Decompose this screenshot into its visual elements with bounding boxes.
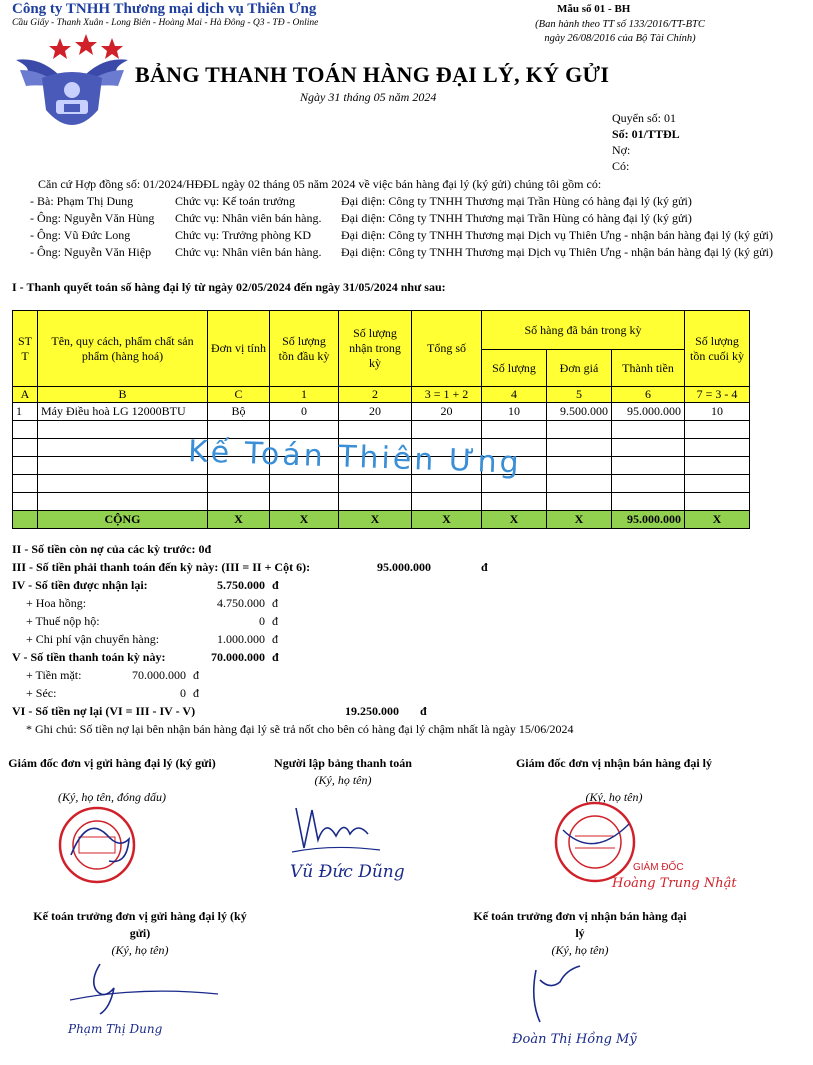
total-label: CỘNG — [38, 511, 208, 529]
commission-label: + Hoa hồng: — [26, 596, 87, 610]
signature-receiver-accountant-mark — [520, 960, 600, 1034]
section-5-value: 70.000.000 — [211, 650, 265, 664]
header-total: Tổng số — [412, 311, 482, 387]
issued-line-2: ngày 26/08/2016 của Bộ Tài Chính) — [544, 33, 696, 44]
party-rep: Đại diện: Công ty TNHH Thương mại Trần Hùng có hàng đại lý (ký gửi) — [341, 194, 692, 208]
total-cell: X — [412, 511, 482, 529]
stamp-director-label: GIÁM ĐỐC — [633, 862, 684, 873]
cash-label: + Tiền mặt: — [26, 668, 82, 682]
document-title: BẢNG THANH TOÁN HÀNG ĐẠI LÝ, KÝ GỬI — [135, 62, 610, 87]
empty-row — [13, 493, 750, 511]
row-closing-qty: 10 — [685, 403, 750, 421]
index-cell: 5 — [547, 387, 612, 403]
cash-value: 70.000.000 — [132, 668, 186, 682]
header-closing-qty: Số lượng tồn cuối kỳ — [685, 311, 750, 387]
section-5-unit: đ — [272, 650, 279, 664]
index-cell: 7 = 3 - 4 — [685, 387, 750, 403]
signature-sender-accountant-note: (Ký, họ tên) — [111, 943, 169, 957]
party-rep: Đại diện: Công ty TNHH Thương mại Trần Hùng có hàng đại lý (ký gửi) — [341, 211, 692, 225]
tax-value: 0 — [259, 614, 265, 628]
section-6-label: VI - Số tiền nợ lại (VI = III - IV - V) — [12, 704, 196, 718]
credit-label: Có: — [612, 159, 630, 173]
tax-label: + Thuế nộp hộ: — [26, 614, 100, 628]
total-amount: 95.000.000 — [612, 511, 685, 529]
preparer-name: Vũ Đức Dũng — [290, 862, 405, 882]
commission-unit: đ — [272, 596, 278, 610]
section-1-heading: I - Thanh quyết toán số hàng đại lý từ ngày 02/05/2024 đến ngày 31/05/2024 như sau: — [12, 280, 446, 294]
party-rep: Đại diện: Công ty TNHH Thương mại Dịch vụ Thiên Ưng - nhận bán hàng đại lý (ký gửi) — [341, 228, 773, 242]
section-5-label: V - Số tiền thanh toán kỳ này: — [12, 650, 166, 664]
form-number: Mẫu số 01 - BH — [557, 3, 631, 15]
contract-intro: Căn cứ Hợp đồng số: 01/2024/HĐĐL ngày 02 tháng 05 năm 2024 về việc bán hàng đại lý (ký gửi) chúng tôi gồm có: — [38, 177, 602, 191]
company-stamp-left — [57, 805, 137, 889]
row-stt: 1 — [13, 403, 38, 421]
index-cell: A — [13, 387, 38, 403]
company-stamp-right — [553, 800, 637, 888]
shipping-unit: đ — [272, 632, 278, 646]
row-sold-qty: 10 — [482, 403, 547, 421]
signature-receiver-director-title: Giám đốc đơn vị nhận bán hàng đại lý — [515, 756, 713, 770]
row-total: 20 — [412, 403, 482, 421]
header-sold-qty: Số lượng — [482, 350, 547, 387]
section-4-value: 5.750.000 — [217, 578, 265, 592]
total-cell: X — [685, 511, 750, 529]
header-unit: Đơn vị tính — [208, 311, 270, 387]
row-unit: Bộ — [208, 403, 270, 421]
party-role: Chức vụ: Nhân viên bán hàng. — [175, 211, 322, 225]
cheque-unit: đ — [193, 686, 199, 700]
index-cell: 3 = 1 + 2 — [412, 387, 482, 403]
sender-accountant-name: Phạm Thị Dung — [68, 1022, 163, 1036]
row-received-qty: 20 — [339, 403, 412, 421]
book-number: Quyển số: 01 — [612, 111, 676, 125]
shipping-label: + Chi phí vận chuyển hàng: — [26, 632, 160, 646]
header-sold: Số hàng đã bán trong kỳ — [482, 311, 685, 350]
header-received-qty: Số lượng nhận trong kỳ — [339, 311, 412, 387]
index-cell: 1 — [270, 387, 339, 403]
document-date: Ngày 31 tháng 05 năm 2024 — [300, 90, 437, 104]
index-cell: B — [38, 387, 208, 403]
signature-receiver-accountant-title: Kế toán trưởng đơn vị nhận bán hàng đại lý — [473, 909, 687, 940]
shipping-value: 1.000.000 — [217, 632, 265, 646]
watermark: Kế Toán Thiên Ưng — [187, 434, 523, 481]
header-product: Tên, quy cách, phẩm chất sản phẩm (hàng hoá) — [38, 311, 208, 387]
total-cell: X — [208, 511, 270, 529]
section-2: II - Số tiền còn nợ của các kỳ trước: 0đ — [12, 542, 212, 556]
signature-sender-accountant-title: Kế toán trưởng đơn vị gửi hàng đại lý (ký gửi) — [33, 909, 247, 940]
header-opening-qty: Số lượng tồn đầu kỳ — [270, 311, 339, 387]
section-4-label: IV - Số tiền được nhận lại: — [12, 578, 148, 592]
total-cell: X — [270, 511, 339, 529]
signature-preparer-mark — [292, 800, 382, 859]
row-amount: 95.000.000 — [612, 403, 685, 421]
signature-receiver-director-note: (Ký, họ tên) — [585, 790, 643, 804]
header-unit-price: Đơn giá — [547, 350, 612, 387]
receiver-accountant-name: Đoàn Thị Hồng Mỹ — [512, 1032, 637, 1047]
signature-receiver-accountant-note: (Ký, họ tên) — [551, 943, 609, 957]
table-row — [13, 403, 750, 421]
party-name: - Bà: Phạm Thị Dung — [30, 194, 134, 208]
party-rep: Đại diện: Công ty TNHH Thương mại Dịch vụ Thiên Ưng - nhận bán hàng đại lý (ký gửi) — [341, 245, 773, 259]
section-6-value: 19.250.000 — [345, 704, 399, 718]
signature-sender-accountant-mark — [70, 960, 220, 1024]
index-cell: 6 — [612, 387, 685, 403]
total-cell: X — [339, 511, 412, 529]
section-3-value: 95.000.000 — [377, 560, 431, 574]
cash-unit: đ — [193, 668, 199, 682]
total-cell: X — [547, 511, 612, 529]
footnote: * Ghi chú: Số tiền nợ lại bên nhận bán hàng đại lý sẽ trả nốt cho bên có hàng đại lý chậm nhất là ngày 15/06/2024 — [26, 722, 574, 736]
party-role: Chức vụ: Kế toán trưởng — [175, 194, 295, 208]
debit-label: Nợ: — [612, 143, 631, 157]
row-opening-qty: 0 — [270, 403, 339, 421]
total-row — [13, 511, 750, 529]
signature-sender-director-title: Giám đốc đơn vị gửi hàng đại lý (ký gửi) — [8, 756, 216, 770]
cheque-label: + Séc: — [26, 686, 57, 700]
empty-row — [13, 475, 750, 493]
signature-sender-director-note: (Ký, họ tên, đóng dấu) — [58, 790, 166, 804]
party-role: Chức vụ: Trưởng phòng KD — [175, 228, 312, 242]
company-logo — [12, 30, 132, 144]
section-3-unit: đ — [481, 560, 488, 574]
receiver-director-name: Hoàng Trung Nhật — [612, 876, 737, 891]
header-stt: ST T — [13, 311, 38, 387]
index-cell: 4 — [482, 387, 547, 403]
section-3-label: III - Số tiền phải thanh toán đến kỳ này: (III = II + Cột 6): — [12, 560, 311, 574]
party-name: - Ông: Nguyễn Văn Hiệp — [30, 245, 152, 259]
issued-line-1: (Ban hành theo TT số 133/2016/TT-BTC — [535, 19, 705, 30]
tax-unit: đ — [272, 614, 278, 628]
document-number: Số: 01/TTĐL — [612, 127, 680, 141]
signature-preparer-note: (Ký, họ tên) — [314, 773, 372, 787]
row-product: Máy Điều hoà LG 12000BTU — [38, 403, 208, 421]
company-address: Cầu Giấy - Thanh Xuân - Long Biên - Hoàng Mai - Hà Đông - Q3 - TĐ - Online — [12, 18, 319, 28]
issued-note — [520, 18, 720, 46]
row-unit-price: 9.500.000 — [547, 403, 612, 421]
party-name: - Ông: Nguyễn Văn Hùng — [30, 211, 155, 225]
settlement-table — [12, 310, 750, 529]
section-4-unit: đ — [272, 578, 279, 592]
signature-preparer-title: Người lập bảng thanh toán — [274, 756, 412, 770]
total-cell: X — [482, 511, 547, 529]
empty-row — [13, 421, 750, 439]
index-cell: 2 — [339, 387, 412, 403]
party-name: - Ông: Vũ Đức Long — [30, 228, 131, 242]
party-role: Chức vụ: Nhân viên bán hàng. — [175, 245, 322, 259]
company-name: Công ty TNHH Thương mại dịch vụ Thiên Ưng — [12, 1, 317, 17]
cheque-value: 0 — [180, 686, 186, 700]
commission-value: 4.750.000 — [217, 596, 265, 610]
section-6-unit: đ — [420, 704, 427, 718]
header-amount: Thành tiền — [612, 350, 685, 387]
index-cell: C — [208, 387, 270, 403]
